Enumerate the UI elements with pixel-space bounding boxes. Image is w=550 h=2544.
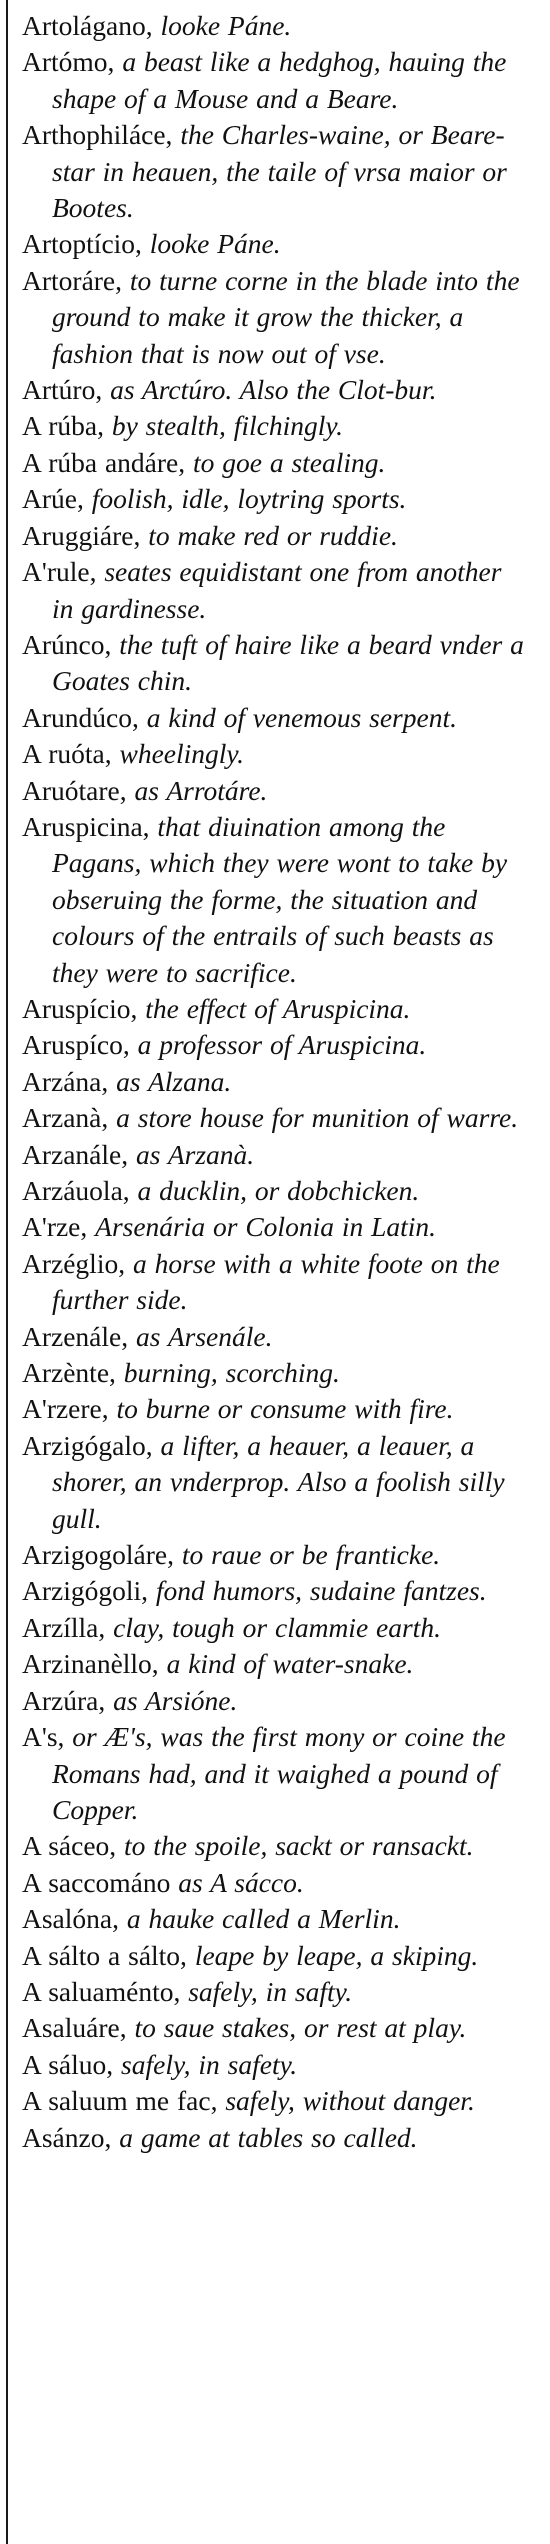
dictionary-entry — [22, 1428, 528, 1537]
dictionary-entry — [22, 809, 528, 991]
entry-headword: A's, — [22, 1721, 65, 1753]
entry-headword: Arzanà, — [22, 1102, 109, 1134]
dictionary-entry — [22, 1355, 528, 1391]
dictionary-entry — [22, 1610, 528, 1646]
entry-definition: the tuft of haire like a beard vnder a Goates chin. — [52, 628, 524, 697]
dictionary-entry — [22, 1683, 528, 1719]
entry-definition: a store house for munition of warre. — [116, 1102, 519, 1134]
entry-definition: to saue stakes, or rest at play. — [134, 2012, 467, 2044]
entry-headword: Aruspicina, — [22, 810, 150, 842]
dictionary-entry — [22, 481, 528, 517]
dictionary-entry — [22, 700, 528, 736]
entry-definition: a kind of venemous serpent. — [146, 701, 457, 733]
dictionary-entry — [22, 2083, 528, 2119]
entry-headword: Arzigogoláre, — [22, 1539, 174, 1571]
entry-headword: A rúba andáre, — [22, 446, 186, 478]
dictionary-entry — [22, 1646, 528, 1682]
entry-headword: A saluaménto, — [22, 1975, 181, 2007]
entry-definition: safely, in safety. — [121, 2048, 298, 2080]
entry-definition: by stealth, filchingly. — [111, 410, 343, 442]
entry-headword: Arzílla, — [22, 1611, 106, 1643]
dictionary-entry — [22, 1828, 528, 1864]
entry-definition: clay, tough or clammie earth. — [113, 1611, 441, 1643]
entry-definition: as Arctúro. Also the Clot-bur. — [110, 374, 437, 406]
entry-definition: as Arsióne. — [113, 1684, 238, 1716]
dictionary-entry — [22, 1209, 528, 1245]
dictionary-entry — [22, 117, 528, 226]
entry-definition: a professor of Aruspicina. — [137, 1029, 427, 1061]
dictionary-entry — [22, 2120, 528, 2156]
entry-headword: Arzigógoli, — [22, 1575, 149, 1607]
entry-definition: to the spoile, sackt or ransackt. — [124, 1830, 474, 1862]
dictionary-entry — [22, 372, 528, 408]
entry-definition: or Æ's, was the first mony or coine the Romans had, and it waighed a pound of Copper. — [52, 1721, 506, 1825]
dictionary-entry — [22, 263, 528, 372]
dictionary-entry — [22, 773, 528, 809]
dictionary-entry — [22, 1537, 528, 1573]
entry-definition: as Arrotáre. — [134, 774, 268, 806]
entry-headword: A ruóta, — [22, 738, 112, 770]
entry-headword: Artúro, — [22, 374, 103, 406]
entry-definition: a lifter, a heauer, a leauer, a shorer, an vnderprop. Also a foolish silly gull. — [52, 1429, 505, 1534]
entry-headword: A sáluo, — [22, 2048, 114, 2080]
entry-definition: a ducklin, or dobchicken. — [137, 1175, 420, 1206]
entry-definition: fond humors, sudaine fantzes. — [155, 1575, 487, 1607]
dictionary-entry — [22, 44, 528, 117]
entry-definition: Arsenária or Colonia in Latin. — [95, 1211, 437, 1243]
entry-definition: burning, scorching. — [123, 1357, 340, 1389]
entry-definition: a horse with a white foote on the further side. — [52, 1247, 500, 1316]
dictionary-entry — [22, 1100, 528, 1136]
dictionary-entry — [22, 736, 528, 772]
entry-definition: a hauke called a Merlin. — [126, 1903, 401, 1935]
dictionary-entry — [22, 1573, 528, 1609]
dictionary-entry — [22, 2047, 528, 2083]
entry-headword: Arthophiláce, — [22, 119, 173, 151]
entry-definition: the effect of Aruspicina. — [145, 992, 411, 1024]
entry-list — [22, 8, 528, 2156]
dictionary-entry — [22, 1391, 528, 1427]
entry-headword: Artoráre, — [22, 264, 123, 296]
entry-definition: looke Páne. — [160, 10, 292, 41]
entry-headword: Arzéglio, — [22, 1247, 126, 1279]
entry-definition: safely, without danger. — [225, 2085, 475, 2117]
entry-definition: a kind of water-snake. — [166, 1648, 414, 1680]
dictionary-entry — [22, 1173, 528, 1209]
entry-headword: Artómo, — [22, 46, 115, 78]
entry-definition: as A sácco. — [178, 1866, 304, 1898]
entry-headword: Arzúra, — [22, 1684, 106, 1716]
entry-definition: looke Páne. — [149, 228, 281, 260]
dictionary-entry — [22, 1319, 528, 1355]
entry-definition: wheelingly. — [119, 738, 244, 770]
entry-definition: a beast like a hedghog, hauing the shape of a Mouse and a Beare. — [52, 46, 507, 114]
entry-headword: Arzinanèllo, — [22, 1648, 159, 1680]
entry-definition: a game at tables so called. — [119, 2121, 418, 2153]
dictionary-entry — [22, 1901, 528, 1937]
entry-definition: to goe a stealing. — [192, 446, 386, 478]
entry-definition: the Charles-waine, or Beare-star in heauen, the taile of vrsa maior or Bootes. — [52, 119, 507, 224]
entry-headword: A sálto a sálto, — [22, 1939, 187, 1971]
dictionary-entry — [22, 1865, 528, 1901]
entry-headword: Aruótare, — [22, 774, 127, 806]
dictionary-entry — [22, 408, 528, 444]
dictionary-entry — [22, 2010, 528, 2046]
entry-definition: that diuination among the Pagans, which they were wont to take by obseruing the forme, the situation and colours of the entrails of such beasts as they were to sacrifice. — [52, 810, 508, 988]
entry-headword: Arzána, — [22, 1065, 109, 1097]
dictionary-entry — [22, 1027, 528, 1063]
dictionary-entry — [22, 1719, 528, 1828]
dictionary-entry — [22, 1938, 528, 1974]
entry-definition: as Arzanà. — [135, 1138, 255, 1170]
entry-headword: Arzenále, — [22, 1320, 129, 1352]
entry-headword: A'rze, — [22, 1211, 88, 1243]
entry-definition: safely, in safty. — [188, 1975, 353, 2007]
dictionary-entry — [22, 8, 528, 44]
entry-headword: Arúnco, — [22, 628, 112, 660]
entry-headword: Arzènte, — [22, 1357, 116, 1389]
dictionary-entry — [22, 226, 528, 262]
dictionary-entry — [22, 991, 528, 1027]
entry-definition: as Arsenále. — [135, 1320, 273, 1352]
entry-headword: A sáceo, — [22, 1830, 117, 1862]
dictionary-entry — [22, 1137, 528, 1173]
dictionary-entry — [22, 445, 528, 481]
dictionary-entry — [22, 554, 528, 627]
dictionary-entry — [22, 627, 528, 700]
entry-headword: Artoptício, — [22, 228, 142, 260]
entry-headword: Arzanále, — [22, 1138, 129, 1170]
entry-definition: seates equidistant one from another in gardinesse. — [52, 556, 502, 624]
entry-headword: Artolágano, — [22, 10, 153, 41]
entry-definition: leape by leape, a skiping. — [194, 1939, 479, 1971]
entry-headword: Arundúco, — [22, 701, 139, 733]
dictionary-entry — [22, 518, 528, 554]
dictionary-entry — [22, 1974, 528, 2010]
entry-headword: A saluum me fac, — [22, 2085, 218, 2117]
entry-headword: Arzáuola, — [22, 1175, 130, 1206]
entry-headword: Asalóna, — [22, 1903, 119, 1935]
entry-headword: Arúe, — [22, 483, 84, 515]
entry-definition: to make red or ruddie. — [148, 519, 398, 551]
entry-headword: Asánzo, — [22, 2121, 112, 2153]
entry-headword: Asaluáre, — [22, 2012, 127, 2044]
entry-definition: to burne or consume with fire. — [116, 1393, 454, 1425]
entry-headword: A'rule, — [22, 556, 97, 588]
entry-headword: Aruspício, — [22, 992, 138, 1024]
entry-definition: to turne corne in the blade into the ground to make it grow the thicker, a fashion that is now out of vse. — [52, 264, 520, 369]
entry-definition: foolish, idle, loytring sports. — [91, 483, 407, 515]
entry-headword: A rúba, — [22, 410, 104, 442]
dictionary-entry — [22, 1064, 528, 1100]
entry-definition: as Alzana. — [116, 1065, 232, 1097]
left-column-rule — [6, 0, 8, 2544]
dictionary-entry — [22, 1246, 528, 1319]
entry-headword: A'rzere, — [22, 1393, 109, 1425]
entry-definition: to raue or be franticke. — [181, 1539, 441, 1571]
entry-headword: A saccománo — [22, 1866, 171, 1898]
entry-headword: Aruspíco, — [22, 1029, 130, 1061]
entry-headword: Aruggiáre, — [22, 519, 141, 551]
entry-headword: Arzigógalo, — [22, 1429, 153, 1461]
